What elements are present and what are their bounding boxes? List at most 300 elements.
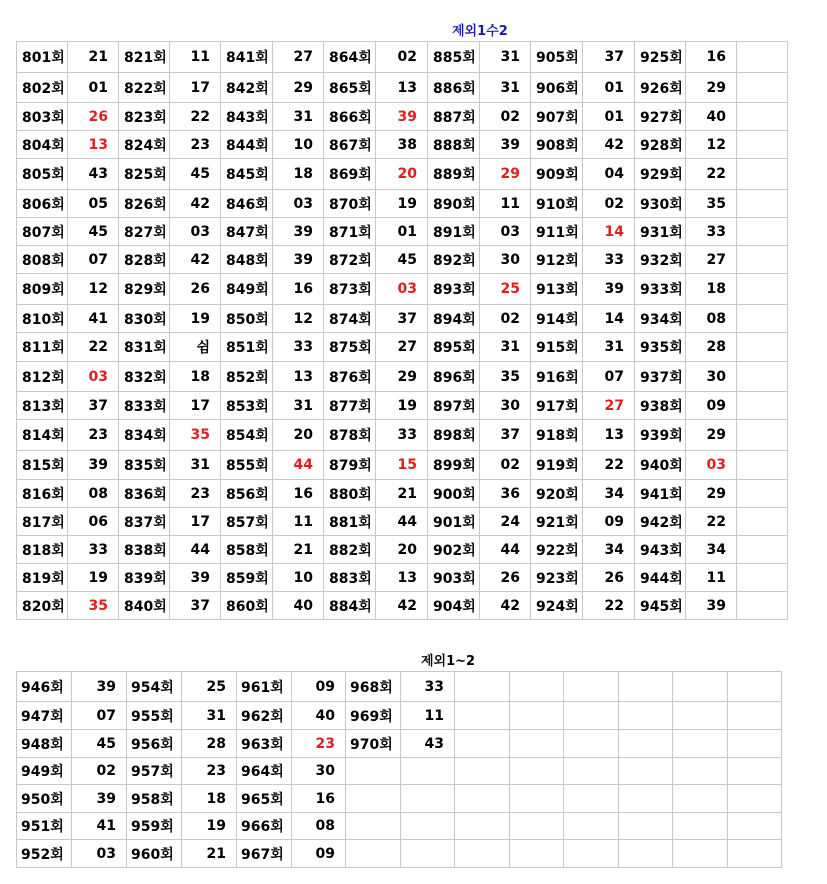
draw-round-cell: 957회 — [127, 758, 182, 785]
empty-cell — [728, 730, 782, 758]
draw-number-cell: 27 — [686, 246, 737, 274]
draw-number-cell: 29 — [686, 420, 737, 451]
draw-number-cell: 37 — [376, 305, 428, 333]
draw-round-cell: 916회 — [531, 362, 583, 392]
draw-number-cell: 44 — [480, 536, 531, 564]
draw-round-cell: 962회 — [237, 702, 292, 730]
draw-number-cell: 03 — [273, 190, 324, 218]
draw-round-cell: 844회 — [221, 131, 273, 159]
draw-number-cell: 31 — [170, 451, 221, 480]
draw-round-cell: 835회 — [119, 451, 170, 480]
draw-round-cell: 833회 — [119, 392, 170, 420]
draw-number-cell: 31 — [182, 702, 237, 730]
draw-number-cell: 22 — [686, 159, 737, 190]
draw-number-cell: 22 — [583, 592, 635, 620]
draw-round-cell: 814회 — [17, 420, 68, 451]
empty-cell — [455, 702, 510, 730]
table-row — [17, 392, 788, 420]
draw-number-cell: 24 — [480, 508, 531, 536]
table-row — [17, 42, 788, 73]
draw-number-cell: 23 — [182, 758, 237, 785]
draw-round-cell: 906회 — [531, 73, 583, 103]
draw-round-cell: 967회 — [237, 840, 292, 868]
draw-round-cell: 925회 — [635, 42, 686, 73]
draw-number-cell: 31 — [273, 103, 324, 131]
draw-number-cell: 44 — [170, 536, 221, 564]
draw-round-cell: 883회 — [324, 564, 376, 592]
draw-round-cell: 877회 — [324, 392, 376, 420]
draw-round-cell: 943회 — [635, 536, 686, 564]
draw-number-cell: 20 — [376, 159, 428, 190]
table-row — [17, 420, 788, 451]
draw-round-cell: 965회 — [237, 785, 292, 813]
empty-cell — [510, 813, 564, 840]
draw-round-cell: 874회 — [324, 305, 376, 333]
table-row — [17, 73, 788, 103]
draw-round-cell: 923회 — [531, 564, 583, 592]
draw-round-cell: 827회 — [119, 218, 170, 246]
table-row — [17, 480, 788, 508]
draw-number-cell: 15 — [376, 451, 428, 480]
draw-round-cell: 837회 — [119, 508, 170, 536]
draw-round-cell: 808회 — [17, 246, 68, 274]
draw-number-cell: 10 — [273, 131, 324, 159]
draw-round-cell: 832회 — [119, 362, 170, 392]
empty-cell — [455, 730, 510, 758]
empty-cell — [346, 813, 401, 840]
table-row — [17, 730, 782, 758]
draw-number-cell: 02 — [480, 103, 531, 131]
draw-round-cell: 934회 — [635, 305, 686, 333]
draw-number-cell: 03 — [686, 451, 737, 480]
draw-round-cell: 880회 — [324, 480, 376, 508]
draw-number-cell: 03 — [480, 218, 531, 246]
draw-number-cell: 42 — [583, 131, 635, 159]
draw-number-cell: 16 — [273, 480, 324, 508]
empty-cell — [510, 785, 564, 813]
draw-round-cell: 918회 — [531, 420, 583, 451]
draw-number-cell: 09 — [583, 508, 635, 536]
empty-cell — [737, 508, 788, 536]
empty-cell — [346, 758, 401, 785]
draw-number-cell: 19 — [376, 190, 428, 218]
draw-round-cell: 929회 — [635, 159, 686, 190]
draw-number-cell: 13 — [376, 73, 428, 103]
draw-number-cell: 45 — [68, 218, 119, 246]
empty-cell — [728, 813, 782, 840]
draw-round-cell: 959회 — [127, 813, 182, 840]
draw-number-cell: 33 — [686, 218, 737, 246]
draw-round-cell: 970회 — [346, 730, 401, 758]
draw-number-cell: 39 — [273, 246, 324, 274]
draw-number-cell: 45 — [170, 159, 221, 190]
empty-cell — [728, 758, 782, 785]
draw-number-cell: 42 — [376, 592, 428, 620]
draw-number-cell: 35 — [686, 190, 737, 218]
draw-number-cell: 02 — [480, 451, 531, 480]
draw-round-cell: 853회 — [221, 392, 273, 420]
draw-round-cell: 912회 — [531, 246, 583, 274]
empty-cell — [346, 840, 401, 868]
draw-number-cell: 39 — [273, 218, 324, 246]
draw-round-cell: 843회 — [221, 103, 273, 131]
draw-number-cell: 17 — [170, 508, 221, 536]
draw-number-cell: 42 — [170, 190, 221, 218]
draw-round-cell: 839회 — [119, 564, 170, 592]
draw-number-cell: 21 — [182, 840, 237, 868]
draw-round-cell: 899회 — [428, 451, 480, 480]
draw-number-cell: 42 — [170, 246, 221, 274]
draw-round-cell: 950회 — [17, 785, 72, 813]
draw-round-cell: 915회 — [531, 333, 583, 362]
empty-cell — [510, 730, 564, 758]
draw-number-cell: 33 — [583, 246, 635, 274]
draw-round-cell: 888회 — [428, 131, 480, 159]
draw-number-cell: 35 — [480, 362, 531, 392]
draw-number-cell: 22 — [68, 333, 119, 362]
draw-number-cell: 37 — [583, 42, 635, 73]
draw-results-table-bottom — [16, 671, 782, 868]
empty-cell — [619, 730, 673, 758]
draw-number-cell: 42 — [480, 592, 531, 620]
draw-round-cell: 865회 — [324, 73, 376, 103]
draw-round-cell: 968회 — [346, 672, 401, 702]
draw-round-cell: 910회 — [531, 190, 583, 218]
draw-round-cell: 818회 — [17, 536, 68, 564]
draw-round-cell: 938회 — [635, 392, 686, 420]
draw-round-cell: 956회 — [127, 730, 182, 758]
draw-number-cell: 45 — [72, 730, 127, 758]
draw-number-cell: 39 — [376, 103, 428, 131]
empty-cell — [564, 672, 619, 702]
draw-number-cell: 05 — [68, 190, 119, 218]
draw-round-cell: 963회 — [237, 730, 292, 758]
draw-number-cell: 10 — [273, 564, 324, 592]
empty-cell — [619, 702, 673, 730]
empty-cell — [510, 758, 564, 785]
draw-number-cell: 02 — [583, 190, 635, 218]
draw-round-cell: 872회 — [324, 246, 376, 274]
draw-number-cell: 39 — [68, 451, 119, 480]
draw-round-cell: 838회 — [119, 536, 170, 564]
draw-number-cell: 31 — [583, 333, 635, 362]
draw-number-cell: 37 — [170, 592, 221, 620]
draw-round-cell: 801회 — [17, 42, 68, 73]
draw-round-cell: 825회 — [119, 159, 170, 190]
draw-number-cell: 45 — [376, 246, 428, 274]
empty-cell — [401, 785, 455, 813]
draw-round-cell: 829회 — [119, 274, 170, 305]
draw-number-cell: 08 — [686, 305, 737, 333]
draw-number-cell: 40 — [686, 103, 737, 131]
empty-cell — [728, 702, 782, 730]
draw-round-cell: 900회 — [428, 480, 480, 508]
draw-round-cell: 940회 — [635, 451, 686, 480]
draw-round-cell: 821회 — [119, 42, 170, 73]
draw-number-cell: 39 — [72, 672, 127, 702]
draw-number-cell: 25 — [182, 672, 237, 702]
draw-number-cell: 43 — [68, 159, 119, 190]
draw-number-cell: 29 — [686, 73, 737, 103]
draw-number-cell: 18 — [686, 274, 737, 305]
empty-cell — [401, 758, 455, 785]
draw-number-cell: 30 — [292, 758, 346, 785]
draw-round-cell: 958회 — [127, 785, 182, 813]
empty-cell — [564, 702, 619, 730]
draw-round-cell: 935회 — [635, 333, 686, 362]
draw-round-cell: 855회 — [221, 451, 273, 480]
draw-round-cell: 917회 — [531, 392, 583, 420]
empty-cell — [737, 333, 788, 362]
draw-round-cell: 809회 — [17, 274, 68, 305]
draw-round-cell: 933회 — [635, 274, 686, 305]
empty-cell — [737, 536, 788, 564]
table-row — [17, 508, 788, 536]
empty-cell — [728, 785, 782, 813]
draw-number-cell: 21 — [273, 536, 324, 564]
empty-cell — [346, 785, 401, 813]
empty-cell — [564, 758, 619, 785]
draw-number-cell: 44 — [376, 508, 428, 536]
draw-round-cell: 884회 — [324, 592, 376, 620]
empty-cell — [728, 840, 782, 868]
draw-number-cell: 30 — [686, 362, 737, 392]
draw-number-cell: 31 — [480, 333, 531, 362]
empty-cell — [564, 840, 619, 868]
draw-number-cell: 33 — [68, 536, 119, 564]
draw-number-cell: 30 — [480, 246, 531, 274]
empty-cell — [737, 42, 788, 73]
draw-round-cell: 937회 — [635, 362, 686, 392]
empty-cell — [455, 813, 510, 840]
table-row — [17, 592, 788, 620]
draw-round-cell: 890회 — [428, 190, 480, 218]
draw-number-cell: 12 — [686, 131, 737, 159]
draw-number-cell: 07 — [72, 702, 127, 730]
draw-round-cell: 954회 — [127, 672, 182, 702]
draw-number-cell: 07 — [583, 362, 635, 392]
draw-round-cell: 857회 — [221, 508, 273, 536]
table-row — [17, 131, 788, 159]
draw-number-cell: 17 — [170, 392, 221, 420]
draw-number-cell: 21 — [376, 480, 428, 508]
draw-number-cell: 11 — [480, 190, 531, 218]
draw-round-cell: 921회 — [531, 508, 583, 536]
table-row — [17, 813, 782, 840]
draw-number-cell: 06 — [68, 508, 119, 536]
draw-number-cell: 29 — [480, 159, 531, 190]
draw-round-cell: 960회 — [127, 840, 182, 868]
draw-round-cell: 927회 — [635, 103, 686, 131]
draw-round-cell: 806회 — [17, 190, 68, 218]
draw-round-cell: 882회 — [324, 536, 376, 564]
draw-round-cell: 849회 — [221, 274, 273, 305]
draw-round-cell: 836회 — [119, 480, 170, 508]
draw-round-cell: 845회 — [221, 159, 273, 190]
draw-round-cell: 893회 — [428, 274, 480, 305]
table-title-bottom: 제외1~2 — [421, 654, 476, 669]
draw-results-table-top — [16, 41, 788, 620]
draw-round-cell: 854회 — [221, 420, 273, 451]
draw-number-cell: 12 — [273, 305, 324, 333]
draw-number-cell: 39 — [72, 785, 127, 813]
draw-number-cell: 22 — [583, 451, 635, 480]
draw-round-cell: 942회 — [635, 508, 686, 536]
table-row — [17, 218, 788, 246]
draw-round-cell: 830회 — [119, 305, 170, 333]
draw-number-cell: 30 — [480, 392, 531, 420]
draw-number-cell: 13 — [273, 362, 324, 392]
draw-round-cell: 870회 — [324, 190, 376, 218]
draw-round-cell: 891회 — [428, 218, 480, 246]
table-row — [17, 362, 788, 392]
draw-round-cell: 905회 — [531, 42, 583, 73]
draw-number-cell: 08 — [68, 480, 119, 508]
empty-cell — [619, 840, 673, 868]
draw-round-cell: 897회 — [428, 392, 480, 420]
empty-cell — [564, 730, 619, 758]
draw-number-cell: 12 — [68, 274, 119, 305]
draw-number-cell: 27 — [583, 392, 635, 420]
draw-number-cell: 37 — [68, 392, 119, 420]
empty-cell — [619, 672, 673, 702]
draw-number-cell: 03 — [376, 274, 428, 305]
draw-number-cell: 08 — [292, 813, 346, 840]
draw-number-cell: 03 — [68, 362, 119, 392]
empty-cell — [619, 758, 673, 785]
draw-number-cell: 07 — [68, 246, 119, 274]
draw-number-cell: 39 — [686, 592, 737, 620]
draw-number-cell: 31 — [273, 392, 324, 420]
draw-number-cell: 02 — [72, 758, 127, 785]
draw-number-cell: 33 — [401, 672, 455, 702]
draw-round-cell: 848회 — [221, 246, 273, 274]
draw-round-cell: 941회 — [635, 480, 686, 508]
draw-round-cell: 840회 — [119, 592, 170, 620]
draw-round-cell: 911회 — [531, 218, 583, 246]
empty-cell — [737, 190, 788, 218]
table-row — [17, 159, 788, 190]
draw-number-cell: 37 — [480, 420, 531, 451]
draw-number-cell: 34 — [583, 480, 635, 508]
draw-round-cell: 858회 — [221, 536, 273, 564]
draw-round-cell: 951회 — [17, 813, 72, 840]
draw-round-cell: 803회 — [17, 103, 68, 131]
draw-round-cell: 887회 — [428, 103, 480, 131]
draw-round-cell: 908회 — [531, 131, 583, 159]
draw-round-cell: 952회 — [17, 840, 72, 868]
draw-round-cell: 896회 — [428, 362, 480, 392]
draw-number-cell: 11 — [170, 42, 221, 73]
draw-round-cell: 816회 — [17, 480, 68, 508]
draw-round-cell: 850회 — [221, 305, 273, 333]
draw-round-cell: 961회 — [237, 672, 292, 702]
draw-round-cell: 969회 — [346, 702, 401, 730]
empty-cell — [673, 758, 728, 785]
empty-cell — [737, 218, 788, 246]
draw-number-cell: 21 — [68, 42, 119, 73]
empty-cell — [564, 785, 619, 813]
draw-round-cell: 945회 — [635, 592, 686, 620]
empty-cell — [737, 392, 788, 420]
draw-round-cell: 826회 — [119, 190, 170, 218]
draw-number-cell: 쉼 — [170, 333, 221, 362]
draw-round-cell: 919회 — [531, 451, 583, 480]
empty-cell — [455, 672, 510, 702]
empty-cell — [737, 451, 788, 480]
empty-cell — [737, 564, 788, 592]
draw-round-cell: 913회 — [531, 274, 583, 305]
draw-round-cell: 904회 — [428, 592, 480, 620]
draw-number-cell: 18 — [273, 159, 324, 190]
draw-number-cell: 13 — [583, 420, 635, 451]
draw-round-cell: 873회 — [324, 274, 376, 305]
draw-number-cell: 14 — [583, 305, 635, 333]
empty-cell — [737, 362, 788, 392]
draw-round-cell: 946회 — [17, 672, 72, 702]
table-row — [17, 246, 788, 274]
draw-round-cell: 907회 — [531, 103, 583, 131]
draw-number-cell: 25 — [480, 274, 531, 305]
draw-round-cell: 812회 — [17, 362, 68, 392]
draw-round-cell: 875회 — [324, 333, 376, 362]
draw-round-cell: 851회 — [221, 333, 273, 362]
draw-number-cell: 23 — [68, 420, 119, 451]
draw-round-cell: 901회 — [428, 508, 480, 536]
draw-number-cell: 01 — [583, 73, 635, 103]
draw-number-cell: 40 — [292, 702, 346, 730]
empty-cell — [673, 672, 728, 702]
table-row — [17, 564, 788, 592]
empty-cell — [673, 730, 728, 758]
draw-round-cell: 931회 — [635, 218, 686, 246]
empty-cell — [737, 131, 788, 159]
draw-number-cell: 19 — [182, 813, 237, 840]
draw-round-cell: 895회 — [428, 333, 480, 362]
empty-cell — [737, 420, 788, 451]
draw-number-cell: 22 — [170, 103, 221, 131]
draw-number-cell: 02 — [480, 305, 531, 333]
draw-number-cell: 41 — [72, 813, 127, 840]
draw-round-cell: 903회 — [428, 564, 480, 592]
empty-cell — [737, 73, 788, 103]
draw-number-cell: 43 — [401, 730, 455, 758]
table-row — [17, 333, 788, 362]
draw-number-cell: 26 — [583, 564, 635, 592]
draw-number-cell: 23 — [292, 730, 346, 758]
draw-round-cell: 881회 — [324, 508, 376, 536]
draw-round-cell: 876회 — [324, 362, 376, 392]
draw-round-cell: 922회 — [531, 536, 583, 564]
draw-round-cell: 894회 — [428, 305, 480, 333]
empty-cell — [510, 672, 564, 702]
draw-round-cell: 966회 — [237, 813, 292, 840]
draw-round-cell: 924회 — [531, 592, 583, 620]
draw-round-cell: 859회 — [221, 564, 273, 592]
table-row — [17, 536, 788, 564]
empty-cell — [619, 785, 673, 813]
draw-round-cell: 914회 — [531, 305, 583, 333]
draw-number-cell: 26 — [170, 274, 221, 305]
draw-round-cell: 804회 — [17, 131, 68, 159]
draw-round-cell: 847회 — [221, 218, 273, 246]
draw-number-cell: 18 — [182, 785, 237, 813]
draw-number-cell: 35 — [68, 592, 119, 620]
draw-number-cell: 34 — [686, 536, 737, 564]
draw-number-cell: 19 — [376, 392, 428, 420]
draw-number-cell: 29 — [376, 362, 428, 392]
draw-number-cell: 14 — [583, 218, 635, 246]
